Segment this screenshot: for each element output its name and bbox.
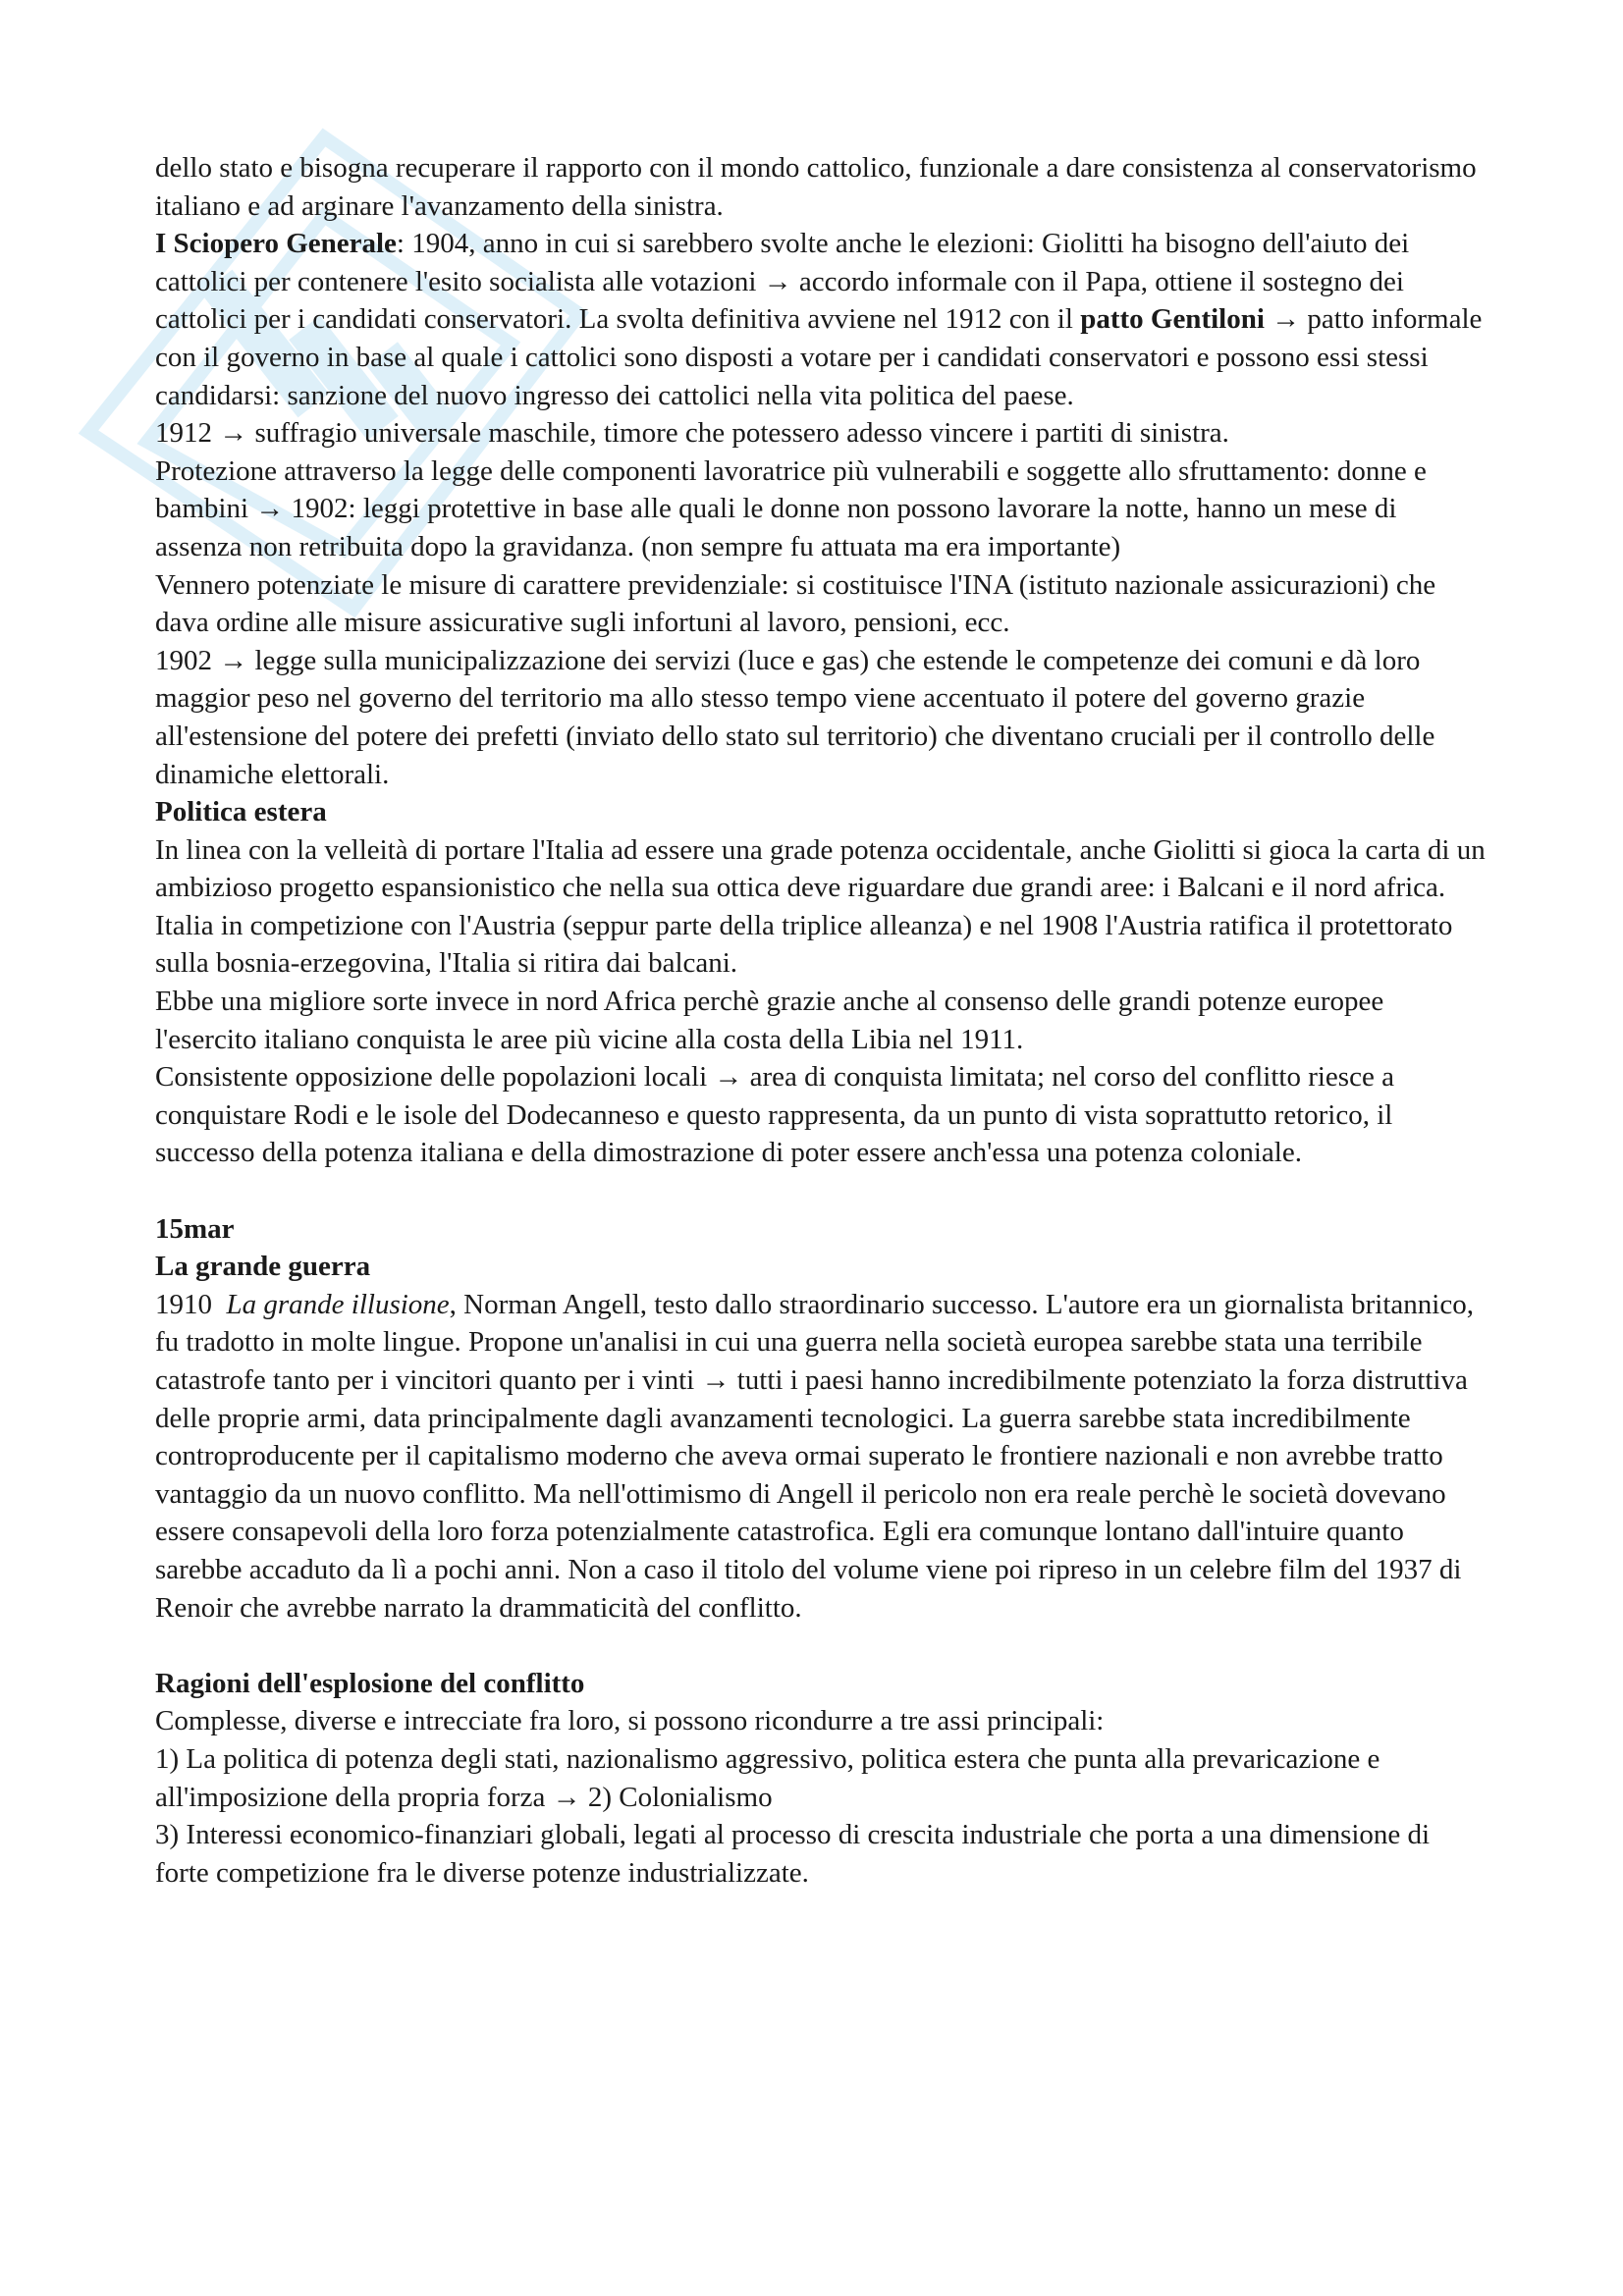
- heading-text: Politica estera: [155, 796, 327, 828]
- term-patto-gentiloni: patto Gentiloni: [1080, 303, 1265, 336]
- paragraph: 3) Interessi economico-finanziari globali, legati al processo di crescita industriale che porta a una dimensione di forte competizione fra le diverse potenze industrializzate.: [155, 1819, 1431, 1889]
- term-sciopero-generale: I Sciopero Generale: [155, 228, 397, 260]
- paragraph: Consistente opposizione delle popolazioni locali → area di conquista limitata; nel corso del conflitto riesce a conquistare Rodi e le isole del Dodecanneso e questo rappresenta, da un punto di vista soprattutto retorico, il successo della potenza italiana e della dimostrazione di poter essere anch'essa una potenza coloniale.: [155, 1061, 1394, 1169]
- paragraph-text: : 1904, anno in cui si sarebbero svolte anche le elezioni: Giolitti ha bisogno dell'aiuto dei cattolici per contenere l'esito socialista alle votazioni → accordo informale con il Papa, ottiene il sostegno dei cattolici per i candidati conservatori. La svolta definitiva avviene nel 1912 con il: [155, 228, 1410, 336]
- paragraph: Ebbe una migliore sorte invece in nord Africa perchè grazie anche al consenso delle grandi potenze europee l'esercito italiano conquista le aree più vicine alla costa della Libia nel 1911.: [155, 986, 1384, 1055]
- date-heading: [155, 1210, 1490, 1249]
- heading-ragioni: [155, 1665, 1490, 1703]
- paragraph-sciopero: [155, 225, 1490, 414]
- paragraph: Protezione attraverso la legge delle componenti lavoratrice più vulnerabili e soggette allo sfruttamento: donne e bambini → 1902: leggi protettive in base alle quali le donne non possono lavorare la notte, hanno un mese di assenza non retribuita dopo la gravidanza. (non sempre fu attuata ma era importante): [155, 454, 1427, 562]
- paragraph: Vennero potenziate le misure di carattere previdenziale: si costituisce l'INA (istituto nazionale assicurazioni) che dava ordine alle misure assicurative sugli infortuni al lavoro, pensioni, ecc.: [155, 568, 1436, 639]
- paragraph: Complesse, diverse e intrecciate fra loro, si possono ricondurre a tre assi principali:: [155, 1705, 1105, 1737]
- year-text: 1910: [155, 1288, 227, 1320]
- heading-text: La grande guerra: [155, 1251, 371, 1283]
- paragraph: 1912 → suffragio universale maschile, timore che potessero adesso vincere i partiti di sinistra.: [155, 417, 1229, 450]
- heading-text: Ragioni dell'esplosione del conflitto: [155, 1667, 585, 1699]
- date-text: 15mar: [155, 1212, 235, 1245]
- paragraph: 1) La politica di potenza degli stati, nazionalismo aggressivo, politica estera che punta alla prevaricazione e all'imposizione della propria forza → 2) Colonialismo: [155, 1742, 1380, 1813]
- book-title: La grande illusione: [226, 1288, 450, 1320]
- spacer: [155, 1627, 1490, 1665]
- paragraph-angell: [155, 1286, 1490, 1627]
- paragraph-text: → patto informale con il governo in base al quale i cattolici sono disposti a votare per i candidati conservatori e possono essi stessi candidarsi: sanzione del nuovo ingresso dei cattolici nella vita politica del paese.: [155, 303, 1483, 411]
- spacer: [155, 1172, 1490, 1210]
- document-page: [155, 149, 1490, 1892]
- paragraph: Italia in competizione con l'Austria (seppur parte della triplice alleanza) e nel 1908 l'Austria ratifica il protettorato sulla bosnia-erzegovina, l'Italia si ritira dai balcani.: [155, 909, 1453, 980]
- paragraph: 1902 → legge sulla municipalizzazione dei servizi (luce e gas) che estende le competenze dei comuni e dà loro maggior peso nel governo del territorio ma allo stesso tempo viene accentuato il potere del governo grazie all'estensione del potere dei prefetti (inviato dello stato sul territorio) che diventano cruciali per il controllo delle dinamiche elettorali.: [155, 644, 1435, 790]
- paragraph-text: , Norman Angell, testo dallo straordinario successo. L'autore era un giornalista britannico, fu tradotto in molte lingue. Propone un'analisi in cui una guerra nella società europea sarebbe stata una terribile catastrofe tanto per i vincitori quanto per i vinti → tutti i paesi hanno incredibilmente potenziato la forza distruttiva delle proprie armi, data principalmente dagli avanzamenti tecnologici. La guerra sarebbe stata incredibilmente controproducente per il capitalismo moderno che aveva ormai superato le frontiere nazionali e non avrebbe tratto vantaggio da un nuovo conflitto. Ma nell'ottimismo di Angell il pericolo non era reale perchè le società dovevano essere consapevoli della loro forza potenzialmente catastrofica. Egli era comunque lontano dall'intuire quanto sarebbe accaduto da lì a pochi anni. Non a caso il titolo del volume viene poi ripreso in un celebre film del 1937 di Renoir che avrebbe narrato la drammaticità del conflitto.: [155, 1288, 1474, 1624]
- heading-grande-guerra: [155, 1248, 1490, 1286]
- paragraph: In linea con la velleità di portare l'Italia ad essere una grade potenza occidentale, anche Giolitti si gioca la carta di un ambizioso progetto espansionistico che nella sua ottica deve riguardare due grandi aree: i Balcani e il nord africa.: [155, 833, 1486, 904]
- heading-politica-estera: [155, 793, 1490, 831]
- paragraph: dello stato e bisogna recuperare il rapporto con il mondo cattolico, funzionale a dare consistenza al conservatorismo italiano e ad arginare l'avanzamento della sinistra.: [155, 152, 1477, 222]
